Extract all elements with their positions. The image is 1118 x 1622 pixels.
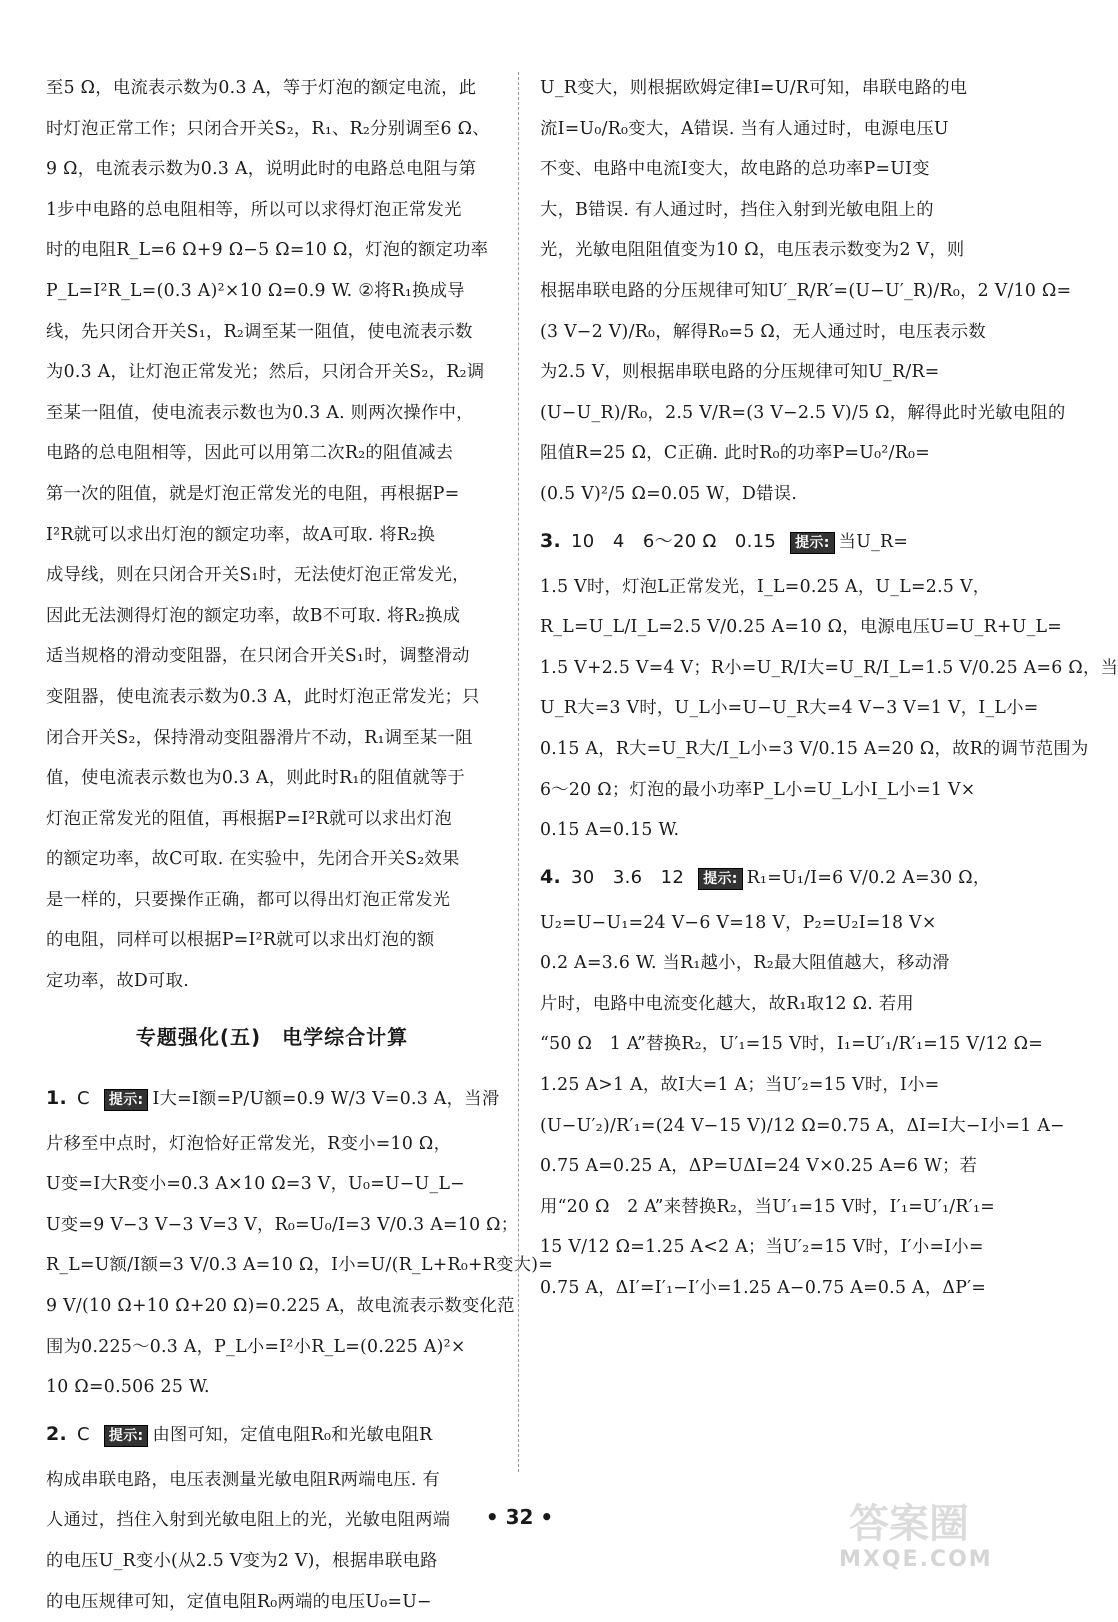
answer: C <box>77 1423 90 1445</box>
question-q3 <box>540 515 992 567</box>
text-line: U_R变大，则根据欧姆定律I=U/R可知，串联电路的电 <box>540 78 968 98</box>
text-line: 的电压规律可知，定值电阻R₀两端的电压U₀=U− <box>46 1591 432 1612</box>
text-line: 灯泡正常发光的阻值，再根据P=I²R就可以求出灯泡 <box>46 808 452 829</box>
hint-badge: 提示 : <box>698 868 743 890</box>
text-line: 时灯泡正常工作；只闭合开关S₂，R₁、R₂分别调至6 Ω、 <box>46 118 490 139</box>
text-line: 因此无法测得灯泡的额定功率，故B不可取. 将R₂换成 <box>46 605 461 626</box>
text-line: 的额定功率，故C可取. 在实验中，先闭合开关S₂效果 <box>46 849 460 870</box>
text-line: 1步中电路的总电阻相等，所以可以求得灯泡正常发光 <box>46 199 462 220</box>
text-line: (U−U_R)/R₀，2.5 V/R=(3 V−2.5 V)/5 Ω，解得此时光敏电阻的 <box>540 402 1066 423</box>
text-line: 6～20 Ω；灯泡的最小功率P_L小=U_L小I_L小=1 V× <box>540 779 976 800</box>
question-number: 4. <box>540 865 562 888</box>
text-line: 1.25 A>1 A，故I大=1 A；当U′₂=15 V时，I小= <box>540 1075 940 1096</box>
text-line: 为2.5 V，则根据串联电路的分压规律可知U_R/R= <box>540 362 940 383</box>
question-q2 <box>46 1408 498 1460</box>
page-number: • 32 • <box>485 1505 554 1529</box>
text-line: R₁=U₁/I=6 V/0.2 A=30 Ω， <box>746 867 991 888</box>
text-line: 值，使电流表示数也为0.3 A，则此时R₁的阻值就等于 <box>46 768 466 789</box>
text-line: 围为0.225～0.3 A，P_L小=I²小R_L=(0.225 A)²× <box>46 1336 466 1357</box>
text-line: 0.75 A，ΔI′=I′₁−I′小=1.25 A−0.75 A=0.5 A，ΔP′= <box>540 1278 987 1299</box>
watermark-cn: 答案圈 <box>849 1501 969 1547</box>
text-line: 0.75 A=0.25 A，ΔP=UΔI=24 V×0.25 A=6 W；若 <box>540 1156 978 1177</box>
text-line: R_L=U_L/I_L=2.5 V/0.25 A=10 Ω，电源电压U=U_R+U_L= <box>540 617 1063 638</box>
text-line: 0.2 A=3.6 W. 当R₁越小，R₂最大阻值越大，移动滑 <box>540 953 950 974</box>
text-line: 变阻器，使电流表示数为0.3 A，此时灯泡正常发光；只 <box>46 686 480 707</box>
text-line: 1.5 V+2.5 V=4 V；R小=U_R/I大=U_R/I_L=1.5 V/0.25 A=6 Ω，当 <box>540 657 1118 678</box>
question-q4 <box>540 851 992 903</box>
text-line: P_L=I²R_L=(0.3 A)²×10 Ω=0.9 W. ②将R₁换成导 <box>46 280 465 301</box>
text-line: 10 Ω=0.506 25 W. <box>46 1377 210 1398</box>
text-line: 大，B错误. 有人通过时，挡住入射到光敏电阻上的 <box>540 199 934 220</box>
text-line: 9 Ω，电流表示数为0.3 A，说明此时的电路总电阻与第 <box>46 159 477 180</box>
column-divider <box>518 72 519 1472</box>
text-line: 由图可知，定值电阻R₀和光敏电阻R <box>152 1424 433 1445</box>
text-line: R_L=U额/I额=3 V/0.3 A=10 Ω，I小=U/(R_L+R₀+R变大)= <box>46 1255 554 1276</box>
text-line: 第一次的阻值，就是灯泡正常发光的电阻，再根据P= <box>46 483 460 504</box>
text-line: U变=I大R变小=0.3 A×10 Ω=3 V，U₀=U−U_L− <box>46 1174 466 1195</box>
text-line: 适当规格的滑动变阻器，在只闭合开关S₁时，调整滑动 <box>46 646 470 667</box>
text-line: 人通过，挡住入射到光敏电阻上的光，光敏电阻两端 <box>46 1510 451 1531</box>
question-q1 <box>46 1072 498 1124</box>
text-line: 不变、电路中电流I变大，故电路的总功率P=UI变 <box>540 159 930 180</box>
text-line: U₂=U−U₁=24 V−6 V=18 V，P₂=U₂I=18 V× <box>540 912 937 933</box>
text-line: 至5 Ω，电流表示数为0.3 A，等于灯泡的额定电流，此 <box>46 78 477 98</box>
text-line: (3 V−2 V)/R₀，解得R₀=5 Ω，无人通过时，电压表示数 <box>540 321 987 342</box>
text-line: (0.5 V)²/5 Ω=0.05 W，D错误. <box>540 483 798 504</box>
text-line: 至某一阻值，使电流表示数也为0.3 A. 则两次操作中， <box>46 402 474 423</box>
text-line: 9 V/(10 Ω+10 Ω+20 Ω)=0.225 A，故电流表示数变化范 <box>46 1296 515 1317</box>
text-line: U_R大=3 V时，U_L小=U−U_R大=4 V−3 V=1 V，I_L小= <box>540 698 1039 719</box>
right-column <box>540 68 1118 1309</box>
text-line: U变=9 V−3 V−3 V=3 V，R₀=U₀/I=3 V/0.3 A=10 Ω； <box>46 1214 519 1235</box>
question-number: 1. <box>46 1086 68 1109</box>
text-line: 片时，电路中电流变化越大，故R₁取12 Ω. 若用 <box>540 993 915 1014</box>
text-line: 1.5 V时，灯泡L正常发光，I_L=0.25 A，U_L=2.5 V， <box>540 576 991 597</box>
text-line: I大=I额=P/U额=0.9 W/3 V=0.3 A，当滑 <box>152 1088 500 1109</box>
text-line: 15 V/12 Ω=1.25 A<2 A；当U′₂=15 V时，I′小=I小= <box>540 1237 984 1258</box>
answer: C <box>77 1087 90 1109</box>
answer: 10 4 6～20 Ω 0.15 <box>571 530 777 552</box>
question-number: 3. <box>540 529 562 552</box>
text-line: 当U_R= <box>838 531 909 552</box>
text-line: 是一样的，只要操作正确，都可以得出灯泡正常发光 <box>46 889 451 910</box>
text-line: “50 Ω 1 A”替换R₂，U′₁=15 V时，I₁=U′₁/R′₁=15 V/12 Ω= <box>540 1034 1044 1055</box>
section-title: 专题强化(五) 电学综合计算 <box>135 1024 409 1049</box>
text-line: 的电阻，同样可以根据P=I²R就可以求出灯泡的额 <box>46 930 435 951</box>
hint-badge: 提示 : <box>790 532 835 554</box>
question-number: 2. <box>46 1422 68 1445</box>
text-line: 0.15 A=0.15 W. <box>540 820 680 841</box>
answer: 30 3.6 12 <box>571 866 685 888</box>
text-line: (U−U′₂)/R′₁=(24 V−15 V)/12 Ω=0.75 A，ΔI=I大−I小=1 A− <box>540 1115 1065 1136</box>
text-line: 根据串联电路的分压规律可知U′_R/R′=(U−U′_R)/R₀，2 V/10 Ω= <box>540 280 1072 301</box>
text-line: 0.15 A，R大=U_R大/I_L小=3 V/0.15 A=20 Ω，故R的调节范围为 <box>540 738 1089 759</box>
text-line: 用“20 Ω 2 A”来替换R₂，当U′₁=15 V时，I′₁=U′₁/R′₁= <box>540 1196 995 1217</box>
text-line: 片移至中点时，灯泡恰好正常发光，R变小=10 Ω， <box>46 1133 452 1154</box>
hint-badge: 提示 : <box>104 1425 149 1447</box>
text-line: 定功率，故D可取. <box>46 971 190 992</box>
text-line: 时的电阻R_L=6 Ω+9 Ω−5 Ω=10 Ω，灯泡的额定功率 <box>46 240 489 261</box>
text-line: 电路的总电阻相等，因此可以用第二次R₂的阻值减去 <box>46 443 454 464</box>
text-line: 构成串联电路，电压表测量光敏电阻R两端电压. 有 <box>46 1469 441 1490</box>
text-line: 流I=U₀/R₀变大，A错误. 当有人通过时，电源电压U <box>540 118 949 139</box>
text-line: 成导线，则在只闭合开关S₁时，无法使灯泡正常发光， <box>46 565 470 586</box>
text-line: 为0.3 A，让灯泡正常发光；然后，只闭合开关S₂，R₂调 <box>46 362 485 383</box>
text-line: I²R就可以求出灯泡的额定功率，故A可取. 将R₂换 <box>46 524 436 545</box>
watermark-text: MXQE.COM <box>839 1547 993 1572</box>
text-line: 的电压U_R变小(从2.5 V变为2 V)，根据串联电路 <box>46 1551 438 1571</box>
text-line: 闭合开关S₂，保持滑动变阻器滑片不动，R₁调至某一阻 <box>46 727 473 748</box>
text-line: 光，光敏电阻阻值变为10 Ω，电压表示数变为2 V，则 <box>540 240 965 261</box>
watermark-logo <box>839 1492 1009 1572</box>
text-line: 线，先只闭合开关S₁，R₂调至某一阻值，使电流表示数 <box>46 321 473 342</box>
hint-badge: 提示 : <box>104 1089 149 1111</box>
text-line: 阻值R=25 Ω，C正确. 此时R₀的功率P=U₀²/R₀= <box>540 443 931 464</box>
